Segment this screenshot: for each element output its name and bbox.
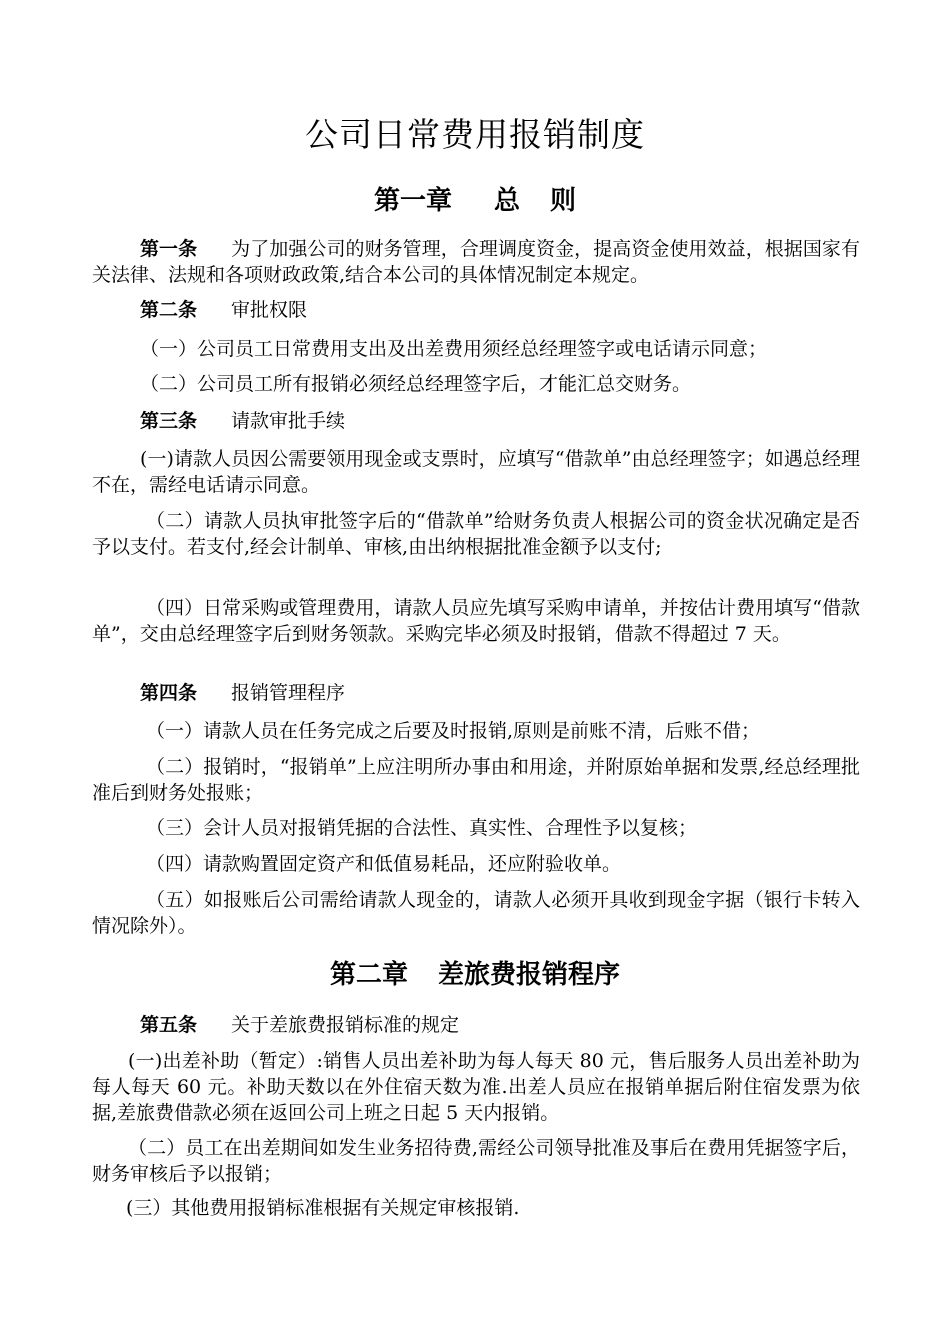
article-5-title: 关于差旅费报销标准的规定	[231, 1014, 460, 1036]
article-3-number: 第三条	[140, 410, 198, 432]
article-5-heading	[92, 1012, 860, 1038]
chapter-2-name: 差旅费报销程序	[438, 960, 621, 990]
chapter-1-name-part1: 总	[493, 186, 520, 216]
chapter-2-label: 第二章	[329, 960, 408, 990]
article-2-number: 第二条	[140, 299, 198, 321]
article-4-heading	[92, 680, 860, 706]
chapter-1-name-part2: 则	[550, 186, 577, 216]
article-2-heading	[92, 297, 860, 323]
article-1-text: 为了加强公司的财务管理，合理调度资金，提高资金使用效益，根据国家有关法律、法规和各项财政政策,结合本公司的具体情况制定本规定。	[92, 238, 860, 286]
article-5-number: 第五条	[140, 1014, 198, 1036]
article-4-item: （一）请款人员在任务完成之后要及时报销,原则是前账不清，后账不借；	[146, 720, 761, 742]
chapter-1-heading	[0, 182, 950, 220]
article-3-title: 请款审批手续	[231, 410, 346, 432]
article-1-number: 第一条	[140, 238, 198, 260]
article-2-item: （二）公司员工所有报销必须经总经理签字后，才能汇总交财务。	[140, 373, 692, 395]
article-3-heading	[92, 408, 860, 434]
article-5-item: （二）员工在出差期间如发生业务招待费,需经公司领导批准及事后在费用凭据签字后，财务审核后予以报销；	[92, 1137, 860, 1185]
article-5-item: (三）其他费用报销标准根据有关规定审核报销.	[126, 1197, 520, 1219]
article-2-title: 审批权限	[231, 299, 308, 321]
chapter-2-heading	[0, 956, 950, 994]
article-3-item: （四）日常采购或管理费用，请款人员应先填写采购申请单，并按估计费用填写“借款单”，交由总经理签字后到财务领款。采购完毕必须及时报销，借款不得超过 7 天。	[92, 597, 860, 645]
article-4-item: （三）会计人员对报销凭据的合法性、真实性、合理性予以复核；	[146, 817, 698, 839]
article-1	[92, 236, 860, 288]
article-3-item: （二）请款人员执审批签字后的“借款单”给财务负责人根据公司的资金状况确定是否予以支付。若支付,经会计制单、审核,由出纳根据批准金额予以支付;	[92, 510, 860, 558]
article-4-item: （五）如报账后公司需给请款人现金的，请款人必须开具收到现金字据（银行卡转入情况除外）。	[92, 889, 860, 937]
article-2-item: （一）公司员工日常费用支出及出差费用须经总经理签字或电话请示同意；	[140, 338, 768, 360]
chapter-1-label: 第一章	[373, 186, 452, 216]
article-4-title: 报销管理程序	[231, 682, 346, 704]
article-4-item: （四）请款购置固定资产和低值易耗品，还应附验收单。	[146, 853, 622, 875]
article-5-item: (一)出差补助（暂定）:销售人员出差补助为每人每天 80 元，售后服务人员出差补助为每人每天 60 元。补助天数以在外住宿天数为准.出差人员应在报销单据后附住宿发票为依据,差旅费借款必须在返回公司上班之日起 5 天内报销。	[92, 1050, 860, 1124]
document-title: 公司日常费用报销制度	[305, 115, 645, 154]
article-4-item: （二）报销时，“报销单”上应注明所办事由和用途，并附原始单据和发票,经总经理批准后到财务处报账；	[92, 756, 860, 804]
article-3-item: (一)请款人员因公需要领用现金或支票时，应填写“借款单”由总经理签字；如遇总经理不在，需经电话请示同意。	[92, 448, 860, 496]
article-4-number: 第四条	[140, 682, 198, 704]
